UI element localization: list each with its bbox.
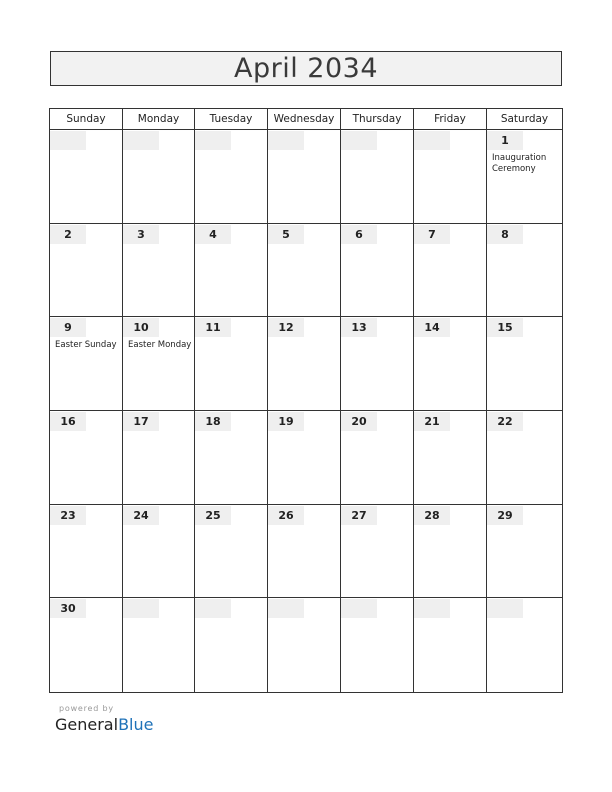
empty-day-cell[interactable]: [487, 598, 562, 692]
date-number: 24: [133, 508, 149, 522]
date-number: 29: [497, 508, 513, 522]
brand-blue: Blue: [118, 715, 154, 734]
date-label-bg: [123, 599, 159, 618]
empty-day-cell[interactable]: [195, 598, 268, 692]
date-number: 28: [424, 508, 440, 522]
date-number: 17: [133, 414, 149, 428]
day-cell-11[interactable]: [195, 317, 268, 411]
date-number: 22: [497, 414, 513, 428]
empty-day-cell[interactable]: [268, 130, 341, 224]
brand-general: General: [55, 715, 119, 734]
date-number: 12: [278, 321, 294, 335]
weekday-header-tuesday: Tuesday: [195, 109, 268, 130]
empty-day-cell[interactable]: [414, 598, 487, 692]
day-cell-25[interactable]: [195, 505, 268, 599]
day-cell-3[interactable]: [123, 224, 195, 318]
generalblue-logo[interactable]: [55, 715, 153, 734]
date-label-bg: [123, 131, 159, 150]
day-cell-22[interactable]: [487, 411, 562, 505]
day-cell-9[interactable]: [50, 317, 123, 411]
date-number: 5: [282, 227, 290, 241]
empty-day-cell[interactable]: [50, 130, 123, 224]
day-cell-26[interactable]: [268, 505, 341, 599]
day-cell-5[interactable]: [268, 224, 341, 318]
holiday-label: Easter Sunday: [55, 340, 117, 351]
day-cell-29[interactable]: [487, 505, 562, 599]
date-label-bg: [341, 131, 377, 150]
day-cell-30[interactable]: [50, 598, 123, 692]
empty-day-cell[interactable]: [123, 598, 195, 692]
day-cell-2[interactable]: [50, 224, 123, 318]
date-number: 14: [424, 321, 440, 335]
day-cell-1[interactable]: [487, 130, 562, 224]
powered-by-text: powered by: [59, 704, 114, 713]
day-cell-14[interactable]: [414, 317, 487, 411]
date-label-bg: [414, 131, 450, 150]
calendar-title: April 2034: [233, 53, 378, 84]
weekday-header-monday: Monday: [123, 109, 195, 130]
calendar-grid: [49, 108, 563, 693]
date-number: 2: [64, 227, 72, 241]
day-cell-23[interactable]: [50, 505, 123, 599]
day-cell-27[interactable]: [341, 505, 414, 599]
date-number: 1: [501, 134, 509, 147]
weekday-header-sunday: Sunday: [50, 109, 123, 130]
date-number: 3: [137, 227, 145, 241]
date-number: 16: [60, 414, 76, 428]
day-cell-19[interactable]: [268, 411, 341, 505]
date-label-bg: [341, 599, 377, 618]
empty-day-cell[interactable]: [195, 130, 268, 224]
date-number: 7: [428, 227, 436, 241]
weekday-header-friday: Friday: [414, 109, 487, 130]
date-label-bg: [50, 131, 86, 150]
date-number: 11: [205, 321, 221, 335]
date-number: 19: [278, 414, 294, 428]
day-cell-21[interactable]: [414, 411, 487, 505]
date-number: 25: [205, 508, 221, 522]
date-label-bg: [268, 131, 304, 150]
date-number: 9: [64, 321, 72, 335]
empty-day-cell[interactable]: [341, 130, 414, 224]
day-cell-12[interactable]: [268, 317, 341, 411]
date-label-bg: [414, 599, 450, 618]
day-cell-10[interactable]: [123, 317, 195, 411]
date-number: 4: [209, 227, 217, 241]
day-cell-20[interactable]: [341, 411, 414, 505]
day-cell-15[interactable]: [487, 317, 562, 411]
empty-day-cell[interactable]: [341, 598, 414, 692]
day-cell-24[interactable]: [123, 505, 195, 599]
date-number: 13: [351, 321, 367, 335]
holiday-label: Inauguration Ceremony: [492, 153, 547, 174]
day-cell-16[interactable]: [50, 411, 123, 505]
date-number: 20: [351, 414, 367, 428]
day-cell-13[interactable]: [341, 317, 414, 411]
date-label-bg: [195, 599, 231, 618]
day-cell-7[interactable]: [414, 224, 487, 318]
day-cell-28[interactable]: [414, 505, 487, 599]
date-label-bg: [268, 599, 304, 618]
date-label-bg: [195, 131, 231, 150]
date-number: 15: [497, 321, 513, 335]
date-number: 26: [278, 508, 294, 522]
date-number: 21: [424, 414, 440, 428]
empty-day-cell[interactable]: [123, 130, 195, 224]
empty-day-cell[interactable]: [268, 598, 341, 692]
date-number: 23: [60, 508, 76, 522]
weekday-header-thursday: Thursday: [341, 109, 414, 130]
weekday-header-wednesday: Wednesday: [268, 109, 341, 130]
day-cell-17[interactable]: [123, 411, 195, 505]
date-number: 18: [205, 414, 221, 428]
date-number: 30: [60, 602, 76, 616]
day-cell-8[interactable]: [487, 224, 562, 318]
date-number: 27: [351, 508, 367, 522]
date-number: 8: [501, 227, 509, 241]
date-number: 10: [133, 321, 149, 335]
date-label-bg: [487, 599, 523, 618]
weekday-header-saturday: Saturday: [487, 109, 562, 130]
day-cell-6[interactable]: [341, 224, 414, 318]
holiday-label: Easter Monday: [128, 340, 192, 351]
empty-day-cell[interactable]: [414, 130, 487, 224]
day-cell-4[interactable]: [195, 224, 268, 318]
day-cell-18[interactable]: [195, 411, 268, 505]
date-number: 6: [355, 227, 363, 241]
calendar-title-box: [50, 51, 562, 86]
